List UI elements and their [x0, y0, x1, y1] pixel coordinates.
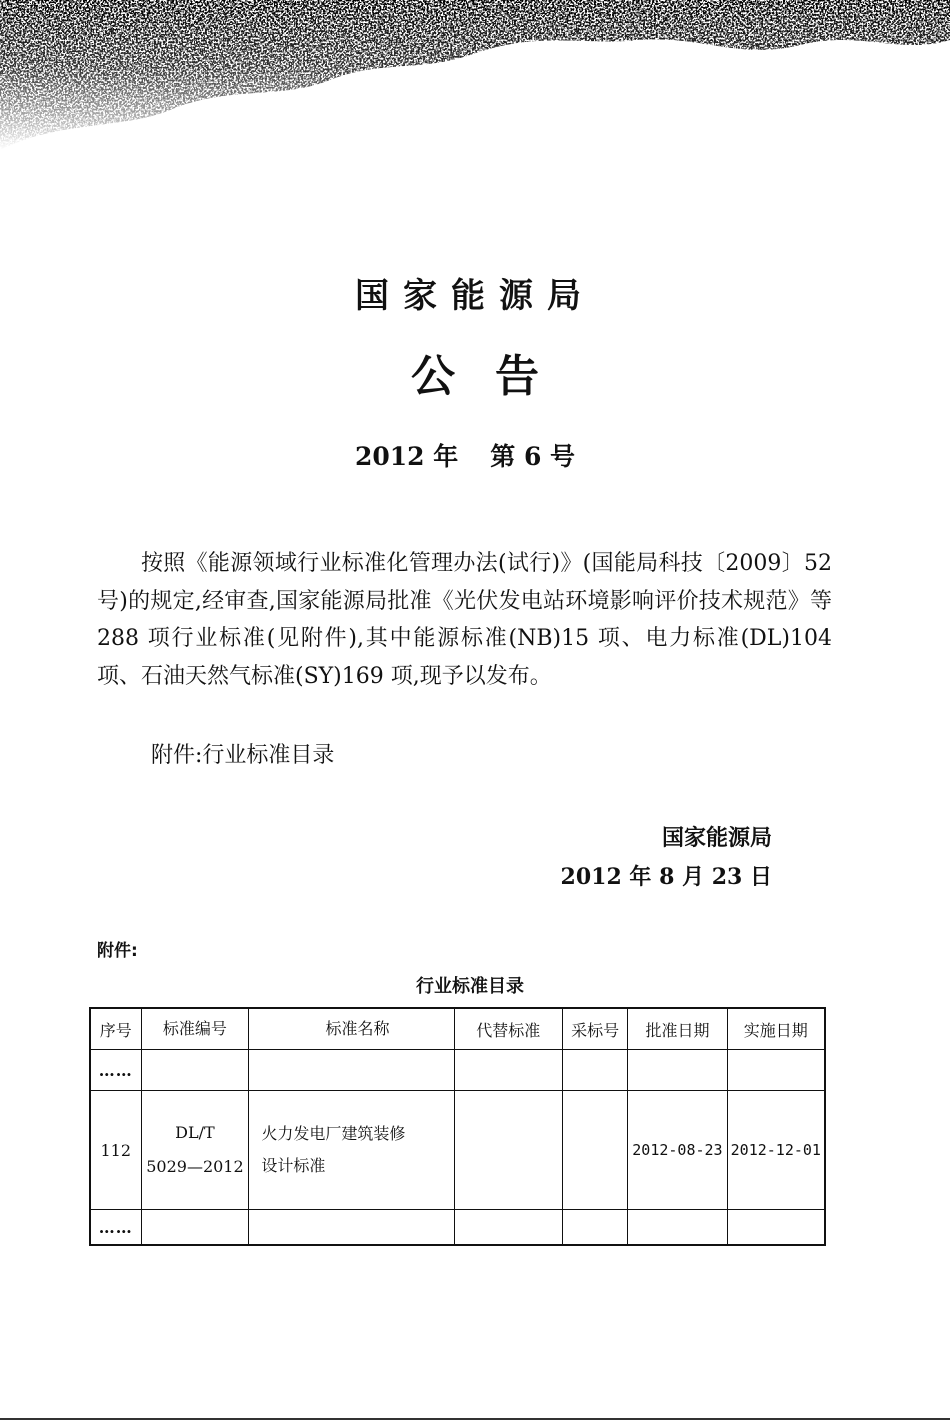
announcement-body: 按照《能源领域行业标准化管理办法(试行)》(国能局科技〔2009〕52 号)的规定,经审查,国家能源局批准《光伏发电站环境影响评价技术规范》等 288 项行业标准(见附件),其中能源标准(NB)15 项、电力标准(DL)104 项、石油天然气标准(SY)169 项,现予以发布。	[97, 551, 832, 689]
row-code-line1: DL/T	[175, 1123, 215, 1142]
issuing-organization-title: 国家能源局	[355, 276, 595, 316]
attachment-label: 附件:	[97, 941, 138, 961]
col-header-adoption: 采标号	[562, 1008, 627, 1050]
table-row-ellipsis-bottom	[90, 1210, 825, 1246]
table-title: 行业标准目录	[416, 976, 524, 997]
table-row	[90, 1091, 825, 1210]
row-standard-code	[141, 1091, 249, 1210]
col-header-name: 标准名称	[249, 1008, 454, 1050]
col-header-implementation-date: 实施日期	[727, 1008, 825, 1050]
row-code-line2: 5029—2012	[146, 1157, 244, 1176]
document-type-heading: 公告	[411, 351, 579, 402]
row-adoption	[562, 1091, 627, 1210]
attachment-note: 附件:行业标准目录	[151, 743, 335, 768]
ellipsis-cell: ……	[90, 1050, 141, 1091]
row-approval-date: 2012-08-23	[628, 1091, 727, 1210]
signature-organization: 国家能源局	[661, 826, 772, 851]
col-header-code: 标准编号	[141, 1008, 249, 1050]
standards-table	[89, 1007, 826, 1246]
table-header-row	[90, 1008, 825, 1050]
page-bottom-edge	[0, 1418, 950, 1420]
issue-year: 2012 年	[354, 442, 459, 471]
signature-date: 2012 年 8 月 23 日	[560, 864, 772, 890]
col-header-seq: 序号	[90, 1008, 141, 1050]
issue-number: 第 6 号	[490, 442, 576, 471]
row-name-line1: 火力发电厂建筑装修	[261, 1124, 406, 1143]
row-replaces	[454, 1091, 562, 1210]
row-seq: 112	[90, 1091, 141, 1210]
row-standard-name	[249, 1091, 454, 1210]
issue-number-line	[0, 437, 930, 473]
scan-noise-top	[0, 0, 950, 170]
row-name-line2: 设计标准	[261, 1156, 326, 1175]
col-header-replaces: 代替标准	[454, 1008, 562, 1050]
row-implementation-date: 2012-12-01	[727, 1091, 825, 1210]
ellipsis-cell: ……	[90, 1210, 141, 1246]
col-header-approval-date: 批准日期	[628, 1008, 727, 1050]
table-row-ellipsis-top	[90, 1050, 825, 1091]
